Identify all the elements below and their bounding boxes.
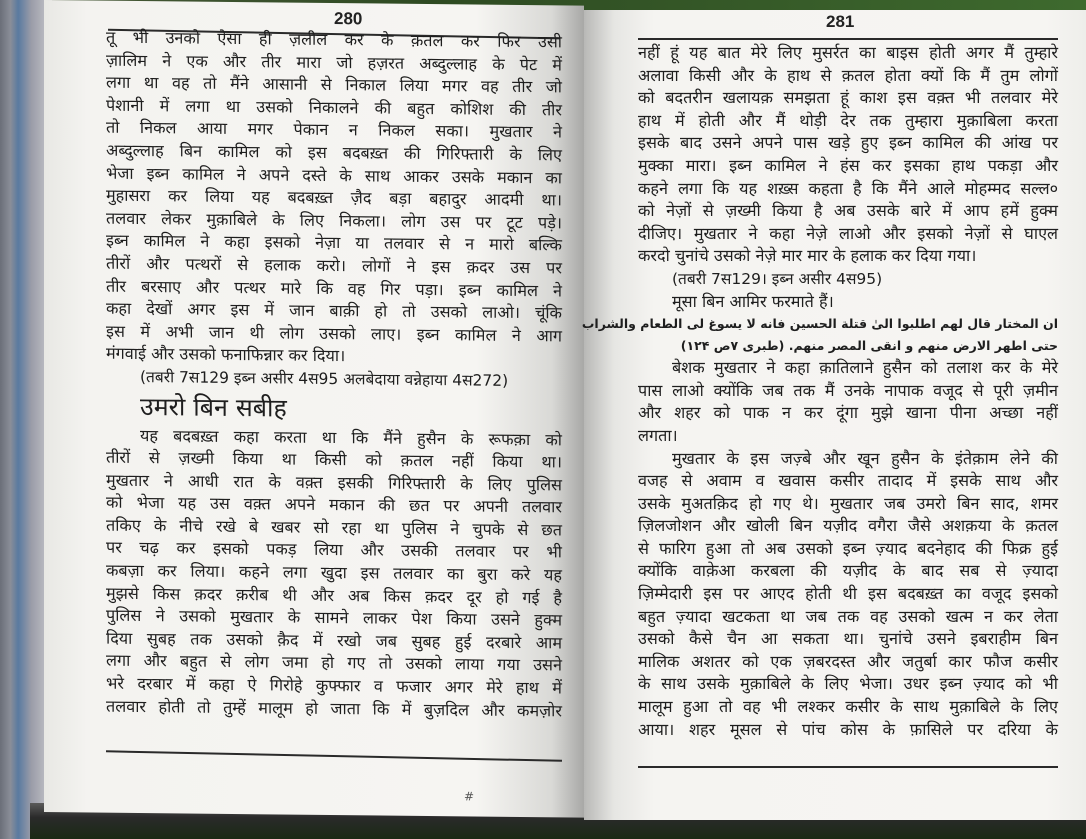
section-heading: उमरो बिन सबीह xyxy=(140,391,287,423)
subheading: मूसा बिन आमिर फरमाते हैं। xyxy=(672,291,834,311)
text-line: तलवार लेकर मुक़ाबिले के लिए निकला। लोग उस पर टूट पड़े। xyxy=(106,208,562,233)
text-line: के साथ उसके मुक़ाबिले के लिए भेजा। उधर इब्न ज़्याद को भी xyxy=(638,674,1058,694)
text-line: पेशानी में लगा था उसको निकालने की बहुत कोशिश की तीर xyxy=(106,95,562,120)
text-line: लगता। xyxy=(638,425,678,445)
text-line: क्योंकि वाक़ेआ करबला की यज़ीद के बाद सब से ज़्यादा xyxy=(638,561,1058,581)
text-line: दीजिए। मुखतार ने कहा नेज़े लाओ और इसको नेज़ों से घाएल xyxy=(638,223,1058,243)
text-line: को बदतरीन खलायक़ समझता हूं काश इस वक़्त भी तलवार मेरे xyxy=(638,88,1058,108)
text-line: और शहर को पाक न कर दूंगा मुझे खाना पीना अच्छा नहीं xyxy=(638,403,1058,423)
text-line: यह बदबख़्त कहा करता था कि मैंने हुसैन के रूफक़ा को xyxy=(140,425,562,449)
text-line: कबज़ा कर लिया। कहने लगा खुदा इस तलवार का बुरा करे यह xyxy=(106,560,562,585)
text-line: तीरों और पत्थरों से हलाक करो। लोगों ने इस क़दर उस पर xyxy=(106,253,562,278)
text-line: पास लाओ क्योंकि जब तक मैं उनके नापाक वजूद से पूरी ज़मीन xyxy=(638,380,1058,400)
text-line: अलावा किसी और के हाथ से क़तल होता क्यों कि मैं तुम लोगों xyxy=(638,65,1058,85)
text-line: मुझसे किस क़दर क़रीब थी और अब किस क़दर दूर हो गई है xyxy=(106,583,562,608)
text-line: पुलिस ने उसको मुखतार के सामने लाकर पेश किया उसने हुक्म xyxy=(106,605,562,630)
text-line: तीरों से ज़ख्मी किया था किसी को क़तल नहीं किया था। xyxy=(106,447,562,472)
text-line: आया। शहर मूसल से पांच कोस के फ़ासिले पर दरिया के xyxy=(638,719,1058,739)
text-line: दिया सुबह तक उसको क़ैद में रखो जब सुबह हुई दरबारे आम xyxy=(106,628,562,653)
text-line: भेजा इब्न कामिल ने अपने दस्ते के साथ आकर उसके मकान का xyxy=(106,163,562,187)
text-line: इस में अभी जान थी लोग उसको लाए। इब्न कामिल ने आग xyxy=(106,321,562,346)
text-line: इसके बाद उसने अपने पास खड़े हुए इब्न कामिल की आंख पर xyxy=(638,133,1058,153)
text-line: मुहासरा कर लिया यह बदबख़्त ज़ैद बड़ा बहादुर आदमी था। xyxy=(106,185,562,210)
text-line: तो निकल आया मगर पेकान न निकल सका। मुखतार ने xyxy=(106,118,562,142)
text-line: बेशक मुखतार ने कहा क़ातिलाने हुसैन को तलाश कर के मेरे xyxy=(672,358,1058,378)
text-line: लगा था वह तो मैंने आसानी से निकाल लिया मगर वह तीर जो xyxy=(106,72,562,97)
text-line: मुक्का मारा। इब्न कामिल ने हंस कर इसका हाथ पकड़ा और xyxy=(638,155,1058,175)
footer-mark: # xyxy=(464,789,475,804)
footer-rule-left xyxy=(106,750,562,762)
page-number-left: 280 xyxy=(334,9,363,29)
text-line: भरे दरबार में कहा ऐ गिरोहे कुफ्फार व फजार अगर मेरे हाथ में xyxy=(106,673,562,698)
text-line: तीर बरसाए और पत्थर मारे कि वह गिर पड़ा। इब्न कामिल ने xyxy=(106,276,562,300)
text-line: को भेजा यह उस वक़्त अपने मकान की छत पर अपनी तलवार xyxy=(106,492,562,517)
text-line: ज़ालिम ने एक और तीर मारा जो हज़रत अब्दुल्लाह के पेट में xyxy=(106,50,562,75)
text-line: नहीं हूं यह बात मेरे लिए मुसर्रत का बाइस होती अगर मैं तुम्हारे xyxy=(638,43,1058,62)
arabic-quote-line: ان المختار قال لهم اطلبوا الىٰ قتلة الحسين فانه لا يسوغ لى الطعام والشراب xyxy=(581,316,1058,332)
text-line: अब्दुल्लाह बिन कामिल को इस बदबख़्त की गिरिफ्तारी के लिए xyxy=(106,140,562,165)
text-line: से फारिग हुआ तो अब उसको इब्न ज़्याद बदनेहाद की फिक्र हुई xyxy=(638,538,1058,558)
citation: (तबरी 7स129। इब्न असीर 4स95) xyxy=(672,269,883,288)
text-line: को नेज़ों से ज़ख्मी किया है अब उसके बारे में आप हमें हुक्म xyxy=(638,201,1058,221)
text-line: मुखतार के इस जज़्बे और खून हुसैन के इंतेक़ाम लेने की xyxy=(672,448,1058,468)
citation: (तबरी 7स129 इब्न असीर 4स95 अलबेदाया वन्नेहाया 4स272) xyxy=(140,367,509,390)
text-line: तलवार होती तो तुम्हें मालूम हो जाता कि में बुज़दिल और कमज़ोर xyxy=(106,696,562,721)
left-page-body xyxy=(106,27,562,723)
text-line: इब्न कामिल ने कहा इसको नेज़ा या तलवार से न मारो बल्कि xyxy=(106,230,562,255)
text-line: मालिक अशतर को एक ज़बरदस्त और जतुर्बा कार फौज कसीर xyxy=(638,651,1058,671)
left-page xyxy=(44,0,584,818)
text-line: उसके मुअतक़िद हो गए थे। मुखतार जब उमरो बिन साद, शमर xyxy=(638,493,1058,513)
text-line: तू भी उनको ऐसा ही ज़लील कर के क़तल कर फिर उसी xyxy=(106,27,562,52)
text-line: उसको कैसे चैन आ सकता था। चुनांचे उसने इबराहीम बिन xyxy=(638,629,1058,649)
arabic-quote-line: حتى اطهر الارض منهم و انقى المصر منهم. (طبرى ۷ص ۱۲۴) xyxy=(680,338,1058,354)
footer-rule-right xyxy=(638,766,1058,768)
text-line: बहुत ज़्यादा खटकता था जब तक वह उसको खत्म न कर लेता xyxy=(638,606,1058,626)
text-line: करदो चुनांचे उसको नेज़े मार मार के हलाक कर दिया गया। xyxy=(638,246,977,266)
text-line: ज़िलजोशन और खोली बिन यज़ीद वगैरा जैसे अशक़या के क़तल xyxy=(638,516,1058,536)
right-page xyxy=(581,10,1086,820)
text-line: ज़िम्मेदारी इस पर आएद होती थी इस बदबख़्त का वजूद इसको xyxy=(638,584,1058,604)
text-line: कहा देखों अगर इस में जान बाक़ी हो तो उसको लाओ। चूंकि xyxy=(106,298,562,323)
text-line: मुखतार ने आधी रात के वक़्त इसकी गिरिफ्तारी के लिए पुलिस xyxy=(106,470,562,495)
page-number-right: 281 xyxy=(826,12,855,31)
text-line: पर चढ़ कर इसको पकड़ लिया और उसकी तलवार पर भी xyxy=(106,538,562,562)
text-line: हाथ में होती और मैं थोड़ी देर तक तुम्हारा मुक़ाबिला करता xyxy=(638,110,1058,130)
text-line: मंगवाई और उसको फनाफिन्नार कर दिया। xyxy=(106,343,346,366)
text-line: मालूम हुआ तो वह भी लश्कर कसीर के साथ मुक़ाबिले के लिए xyxy=(638,697,1058,717)
text-line: कहने लगा कि यह शख़्स कहता है कि मैंने आले मोहम्मद सल्ल० xyxy=(638,178,1058,198)
text-line: लगा और बहुत से लोग जमा हो गए तो उसको लाया गया उसने xyxy=(106,651,562,675)
header-rule-right xyxy=(638,38,1058,40)
text-line: तकिए के नीचे रखे बे खबर सो रहा था पुलिस ने चुपके से छत xyxy=(106,515,562,540)
right-page-body xyxy=(581,42,1058,741)
text-line: वजह से अवाम व खवास कसीर तादाद में इसके साथ और xyxy=(638,471,1058,491)
